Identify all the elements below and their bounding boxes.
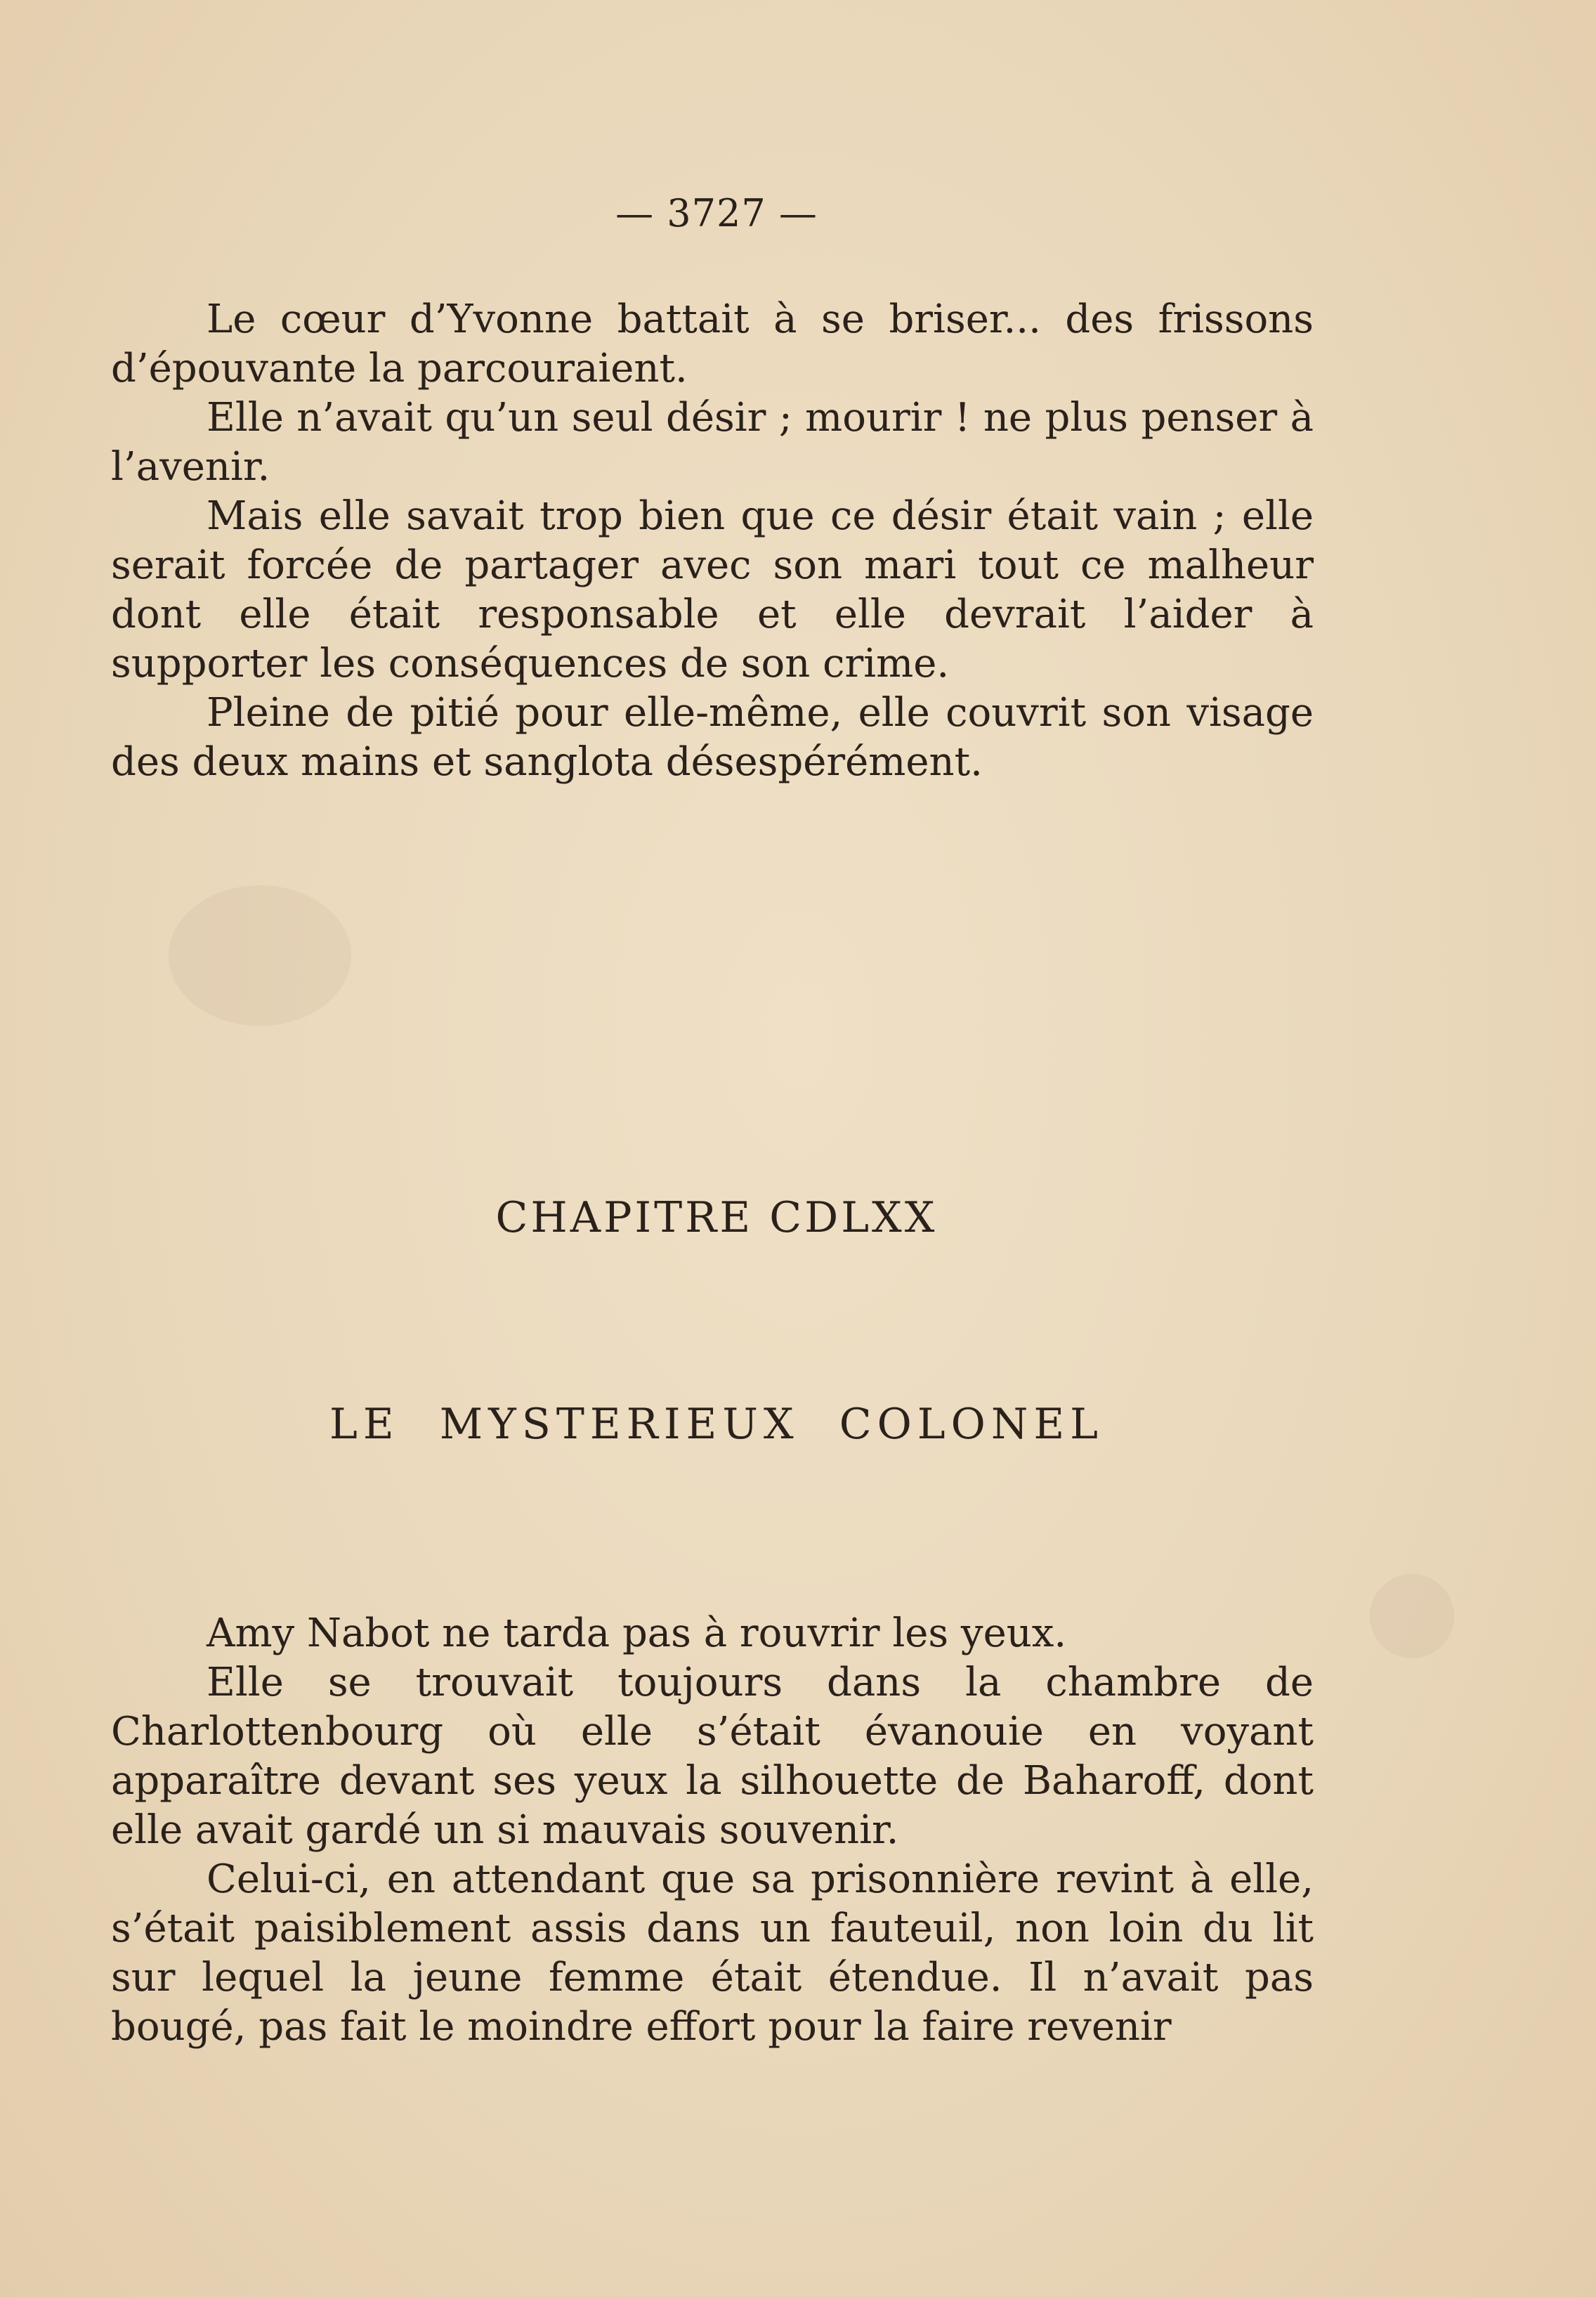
page-number: — 3727 — xyxy=(615,191,818,235)
paragraph: Elle n’avait qu’un seul désir ; mourir ! ne plus penser à l’avenir. xyxy=(111,395,1314,490)
text-section-after-chapter xyxy=(111,1609,1314,2052)
paragraph: Pleine de pitié pour elle-même, elle couvrit son visage des deux mains et sanglota désespérément. xyxy=(111,690,1314,785)
paper-stain xyxy=(1370,1574,1454,1658)
paragraph: Amy Nabot ne tarda pas à rouvrir les yeux. xyxy=(207,1610,1067,1656)
paragraph: Mais elle savait trop bien que ce désir était vain ; elle serait forcée de partager avec son mari tout ce malheur dont elle était responsable et elle devrait l’aider à supporter les conséquences de son crime. xyxy=(111,493,1314,687)
chapter-title: LE MYSTERIEUX COLONEL xyxy=(329,1399,1104,1449)
chapter-number: CHAPITRE CDLXX xyxy=(495,1192,938,1242)
paragraph: Le cœur d’Yvonne battait à se briser... des frissons d’épouvante la parcouraient. xyxy=(111,297,1314,391)
paragraph: Elle se trouvait toujours dans la chambre de Charlottenbourg où elle s’était évanouie en voyant apparaître devant ses yeux la silhouette de Baharoff, dont elle avait gardé un si mauvais souvenir. xyxy=(111,1660,1314,1853)
paragraph: Celui-ci, en attendant que sa prisonnière revint à elle, s’était paisiblement assis dans un fauteuil, non loin du lit sur lequel la jeune femme était étendue. Il n’avait pas bougé, pas fait le moindre effort pour la faire revenir xyxy=(111,1856,1314,2050)
paper-stain xyxy=(169,885,351,1026)
text-section-before-chapter xyxy=(111,295,1314,787)
